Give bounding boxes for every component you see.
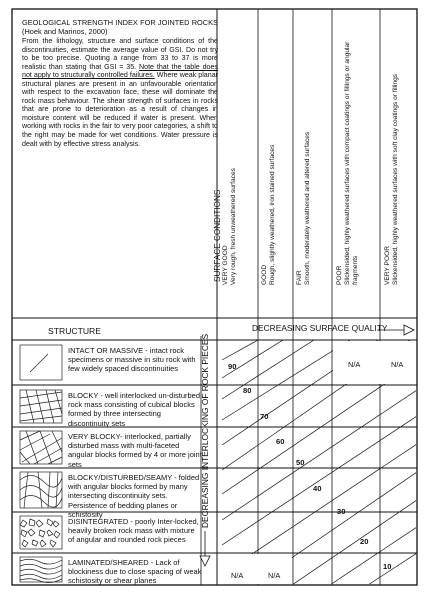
row-name: INTACT OR MASSIVE [68,346,144,355]
row-desc: - poorly Inter-locked, heavily broken rock mass with mixture of angular and rounded rock pieces [68,517,199,545]
row-very-blocky [68,432,202,469]
row-name: BLOCKY/DISTURBED/SEAMY [68,473,173,482]
surface-conditions-label: SURFACE CONDITIONS [213,189,222,282]
gsi-label-80: 80 [243,386,252,395]
structure-sketches [20,345,62,583]
gsi-label-30: 30 [337,507,346,516]
intro-paragraph-2: Where weak planar structural planes are present in an unfavourable orientation with respect to the excavation face, these will dominate the rock mass behaviour. The shear strength of surfaces in rocks that are prone to deterioration as a result of changes in moisture content will be reduced if water is present. When working with rocks in the fair to very poor categories, a shift to the right may be made for wet conditions. Water pressure is dealt with by effective stress analysis. [22,71,218,148]
row-desc: - folded with angular blocks formed by many intersecting discontinuity sets. Persistence of bedding planes or schistosity [68,473,200,519]
intro-text [22,18,218,148]
column-head: VERY GOOD [222,245,229,285]
row-name: LAMINATED/SHEARED [68,558,149,567]
row-laminated [68,558,202,586]
intro-paragraph-1: From the lithology, structure and surface conditions of the discontinuities, estimate the average value of GSI. Do not try to be too precise. Quoting a range from 33 to 37 is more realistic than stating that GSI = 35. [22,37,218,71]
na-zone-intact [333,341,416,384]
column-very-good [222,168,238,285]
row-blocky-disturbed [68,473,202,519]
column-head: POOR [336,265,343,285]
row-desc: - Lack of blockiness due to close spacing of weak schistosity or shear planes [68,558,202,586]
gsi-label-70: 70 [260,412,269,421]
sketch-disintegrated [20,516,62,549]
surface-quality-arrow-head [404,325,414,335]
sketch-intact [20,345,62,380]
structure-label: STRUCTURE [48,326,101,336]
row-desc: - well interlocked un-disturbed rock mass consisting of cubical blocks formed by three intersecting discontinuity sets [68,391,201,428]
column-desc: Smooth, moderately weathered and altered surfaces [304,131,312,285]
row-name: VERY BLOCKY [68,432,120,441]
column-desc: Rough, slightly weathered, iron stained surfaces [269,144,277,285]
row-disintegrated [68,517,202,545]
gsi-label-20: 20 [360,537,369,546]
na-label-poor-intact: N/A [348,360,361,369]
decreasing-interlocking-label: DECREASING INTERLOCKING OF ROCK PIECES [200,333,210,528]
column-desc: Very rough, fresh unweathered surfaces [230,168,238,285]
gsi-label-40: 40 [313,484,322,493]
na-zone-laminated [218,554,292,584]
column-poor [336,25,361,285]
column-head: GOOD [261,264,268,285]
row-blocky [68,391,202,428]
row-name: DISINTEGRATED [68,517,129,526]
na-label-good-laminated: N/A [268,571,281,580]
gsi-label-50: 50 [296,458,305,467]
chart-title: GEOLOGICAL STRENGTH INDEX FOR JOINTED ROCKS (Hoek and Marinos, 2000) [22,18,218,36]
column-desc: Slickensided, highly weathered surfaces with soft clay coatings or fillings [392,73,400,285]
na-label-verygood-laminated: N/A [231,571,244,580]
intro-underlined-note: Note that the table does not apply to structurally controlled failures. [22,62,218,80]
na-label-verypoor-intact: N/A [391,360,404,369]
row-name: BLOCKY [68,391,99,400]
row-intact [68,346,202,374]
row-desc: - intact rock specimens or massive in situ rock with few widely spaced discontinuities [68,346,196,374]
column-very-poor [384,25,400,285]
gsi-label-10: 10 [383,562,392,571]
row-desc: - interlocked, partially disturbed mass with multi-faceted angular blocks formed by 4 or more joint sets [68,432,202,469]
column-good [261,145,277,285]
gsi-label-60: 60 [276,437,285,446]
column-head: FAIR [296,270,303,285]
decreasing-surface-quality-label: DECREASING SURFACE QUALITY [252,323,388,333]
column-head: VERY POOR [384,246,391,285]
gsi-label-90: 90 [228,362,237,371]
column-fair [296,132,312,285]
column-desc: Slickensided, highly weathered surfaces with compact coatings or fillings or angular fragments [344,41,360,285]
